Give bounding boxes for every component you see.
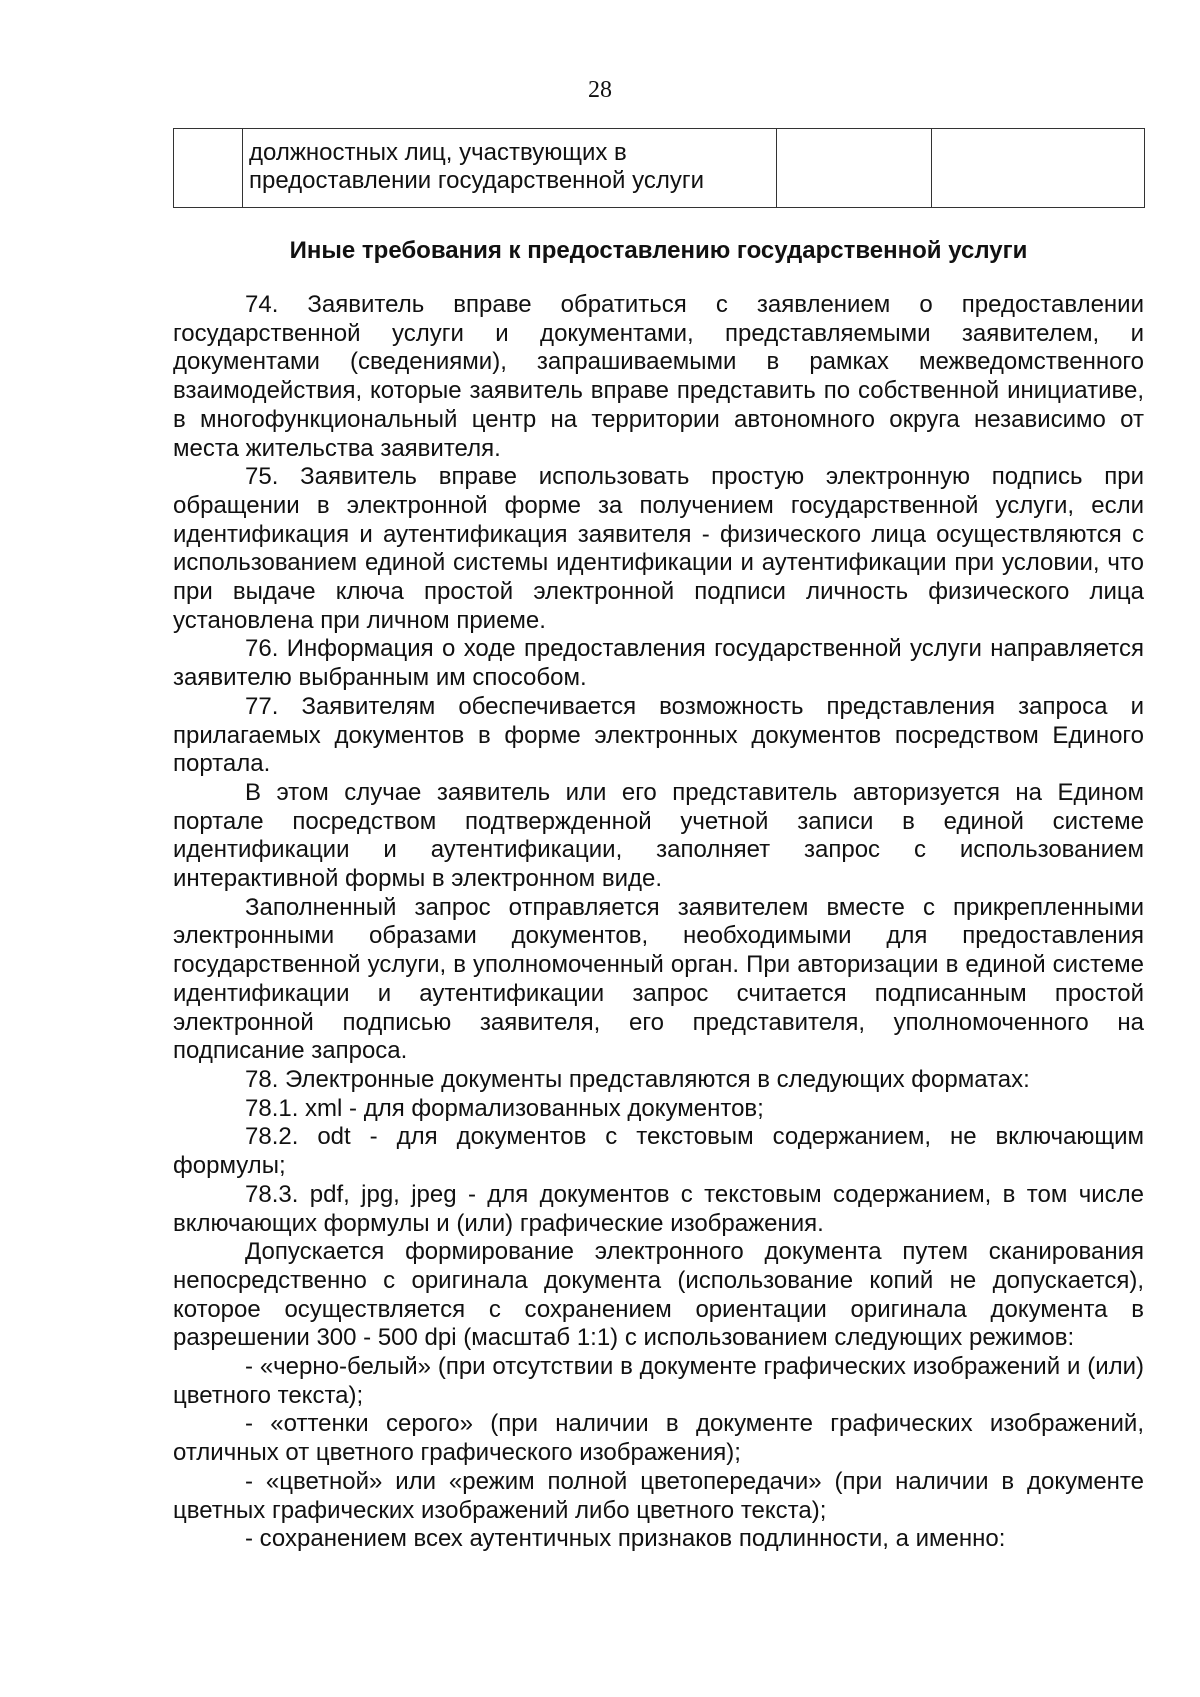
continuation-table xyxy=(173,128,1145,208)
paragraph-77: 77. Заявителям обеспечивается возможность представления запроса и прилагаемых документов в форме электронных документов посредством Единого портала. xyxy=(173,692,1144,778)
table-row xyxy=(174,129,1145,208)
table-cell-number xyxy=(174,129,243,208)
table-cell-empty xyxy=(777,129,932,208)
paragraph: Допускается формирование электронного документа путем сканирования непосредственно с оригинала документа (использование копий не допускается), которое осуществляется с сохранением ориентации оригинала документа в разрешении 300 - 500 dpi (масштаб 1:1) с использованием следующих режимов: xyxy=(173,1238,1144,1352)
paragraph-78-2: 78.2. odt - для документов с текстовым содержанием, не включающим формулы; xyxy=(173,1123,1144,1180)
paragraph: Заполненный запрос отправляется заявителем вместе с прикрепленными электронными образами документов, необходимыми для предоставления государственной услуги, в уполномоченный орган. При авторизации в единой системе идентификации и аутентификации запрос считается подписанным простой электронной подписью заявителя, его представителя, уполномоченного на подписание запроса. xyxy=(173,893,1144,1065)
paragraph-76: 76. Информация о ходе предоставления государственной услуги направляется заявителю выбранным им способом. xyxy=(173,635,1144,692)
table-cell-text: должностных лиц, участвующих в предоставлении государственной услуги xyxy=(243,129,777,208)
body-text xyxy=(173,291,1144,1554)
paragraph-78-1: 78.1. xml - для формализованных документов; xyxy=(245,1094,764,1122)
paragraph-78: 78. Электронные документы представляются в следующих форматах: xyxy=(245,1065,1030,1093)
paragraph-75: 75. Заявитель вправе использовать простую электронную подпись при обращении в электронной форме за получением государственной услуги, если идентификация и аутентификация заявителя - физического лица осуществляются с использованием единой системы идентификации и аутентификации при условии, что при выдаче ключа простой электронной подписи личность физического лица установлена при личном приеме. xyxy=(173,463,1144,634)
list-item: - сохранением всех аутентичных признаков подлинности, а именно: xyxy=(245,1525,1006,1553)
list-item: - «оттенки серого» (при наличии в документе графических изображений, отличных от цветного графического изображения); xyxy=(173,1410,1144,1467)
page-number: 28 xyxy=(588,77,612,103)
list-item: - «цветной» или «режим полной цветопередачи» (при наличии в документе цветных графических изображений либо цветного текста); xyxy=(173,1467,1144,1524)
list-item: - «черно-белый» (при отсутствии в документе графических изображений и (или) цветного текста); xyxy=(173,1353,1144,1409)
table-cell-empty xyxy=(932,129,1145,208)
paragraph-74: 74. Заявитель вправе обратиться с заявлением о предоставлении государственной услуги и документами, представляемыми заявителем, и документами (сведениями), запрашиваемыми в рамках межведомственного взаимодействия, которые заявитель вправе представить по собственной инициативе, в многофункциональный центр на территории автономного округа независимо от места жительства заявителя. xyxy=(173,291,1144,462)
paragraph: В этом случае заявитель или его представитель авторизуется на Едином портале посредством подтвержденной учетной записи в единой системе идентификации и аутентификации, заполняет запрос с использованием интерактивной формы в электронном виде. xyxy=(173,778,1144,893)
section-heading: Иные требования к предоставлению государственной услуги xyxy=(289,237,1028,264)
paragraph-78-3: 78.3. pdf, jpg, jpeg - для документов с текстовым содержанием, в том числе включающих формулы и (или) графические изображения. xyxy=(173,1180,1144,1237)
